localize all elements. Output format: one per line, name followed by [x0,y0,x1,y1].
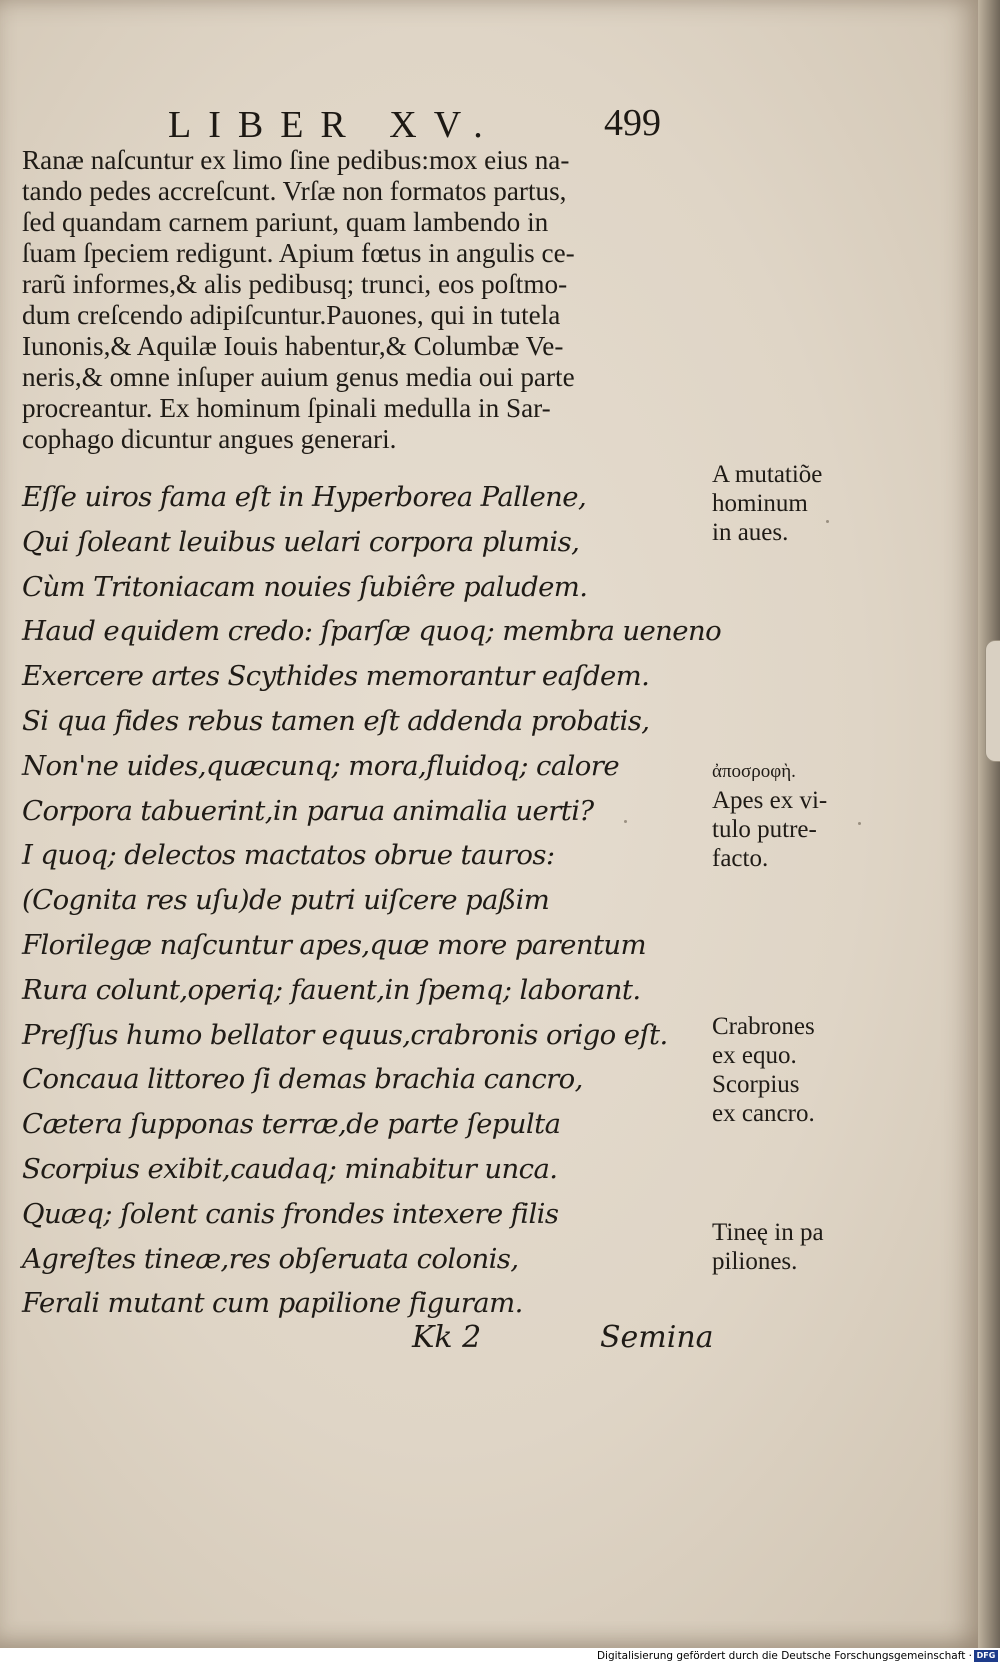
verse-line: Cætera ſupponas terræ,de parte ſepulta [22,1108,561,1141]
marginal-note-line: tulo putre- [712,816,817,843]
verse-line: Rura colunt,operiq; fauent,in ſpemq; laborant. [22,973,641,1006]
prose-line: dum creſcendo adipiſcuntur.Pauones, qui in tutela [22,300,561,330]
verse-line: Eſſe uiros fama eſt in Hyperborea Pallene, [22,481,587,513]
funding-credit: Digitalisierung gefördert durch die Deutsche Forschungsgemeinschaft · [596,1650,972,1662]
prose-line: ſuam ſpeciem redigunt. Apium fœtus in angulis ce- [22,238,575,268]
marginal-note [712,1012,815,1128]
verse-line: Haud equidem credo: ſparſæ quoq; membra ueneno [22,615,722,648]
prose-line: Ranæ naſcuntur ex limo ſine pedibus:mox eius na- [22,145,570,175]
prose-line: tando pedes accreſcunt. Vrſæ non formatos partus, [22,176,567,206]
marginal-note-line: facto. [712,845,769,872]
marginal-note-line: ex cancro. [712,1100,815,1127]
verse-line: I quoq; delectos mactatos obrue tauros: [22,839,555,872]
verse-line: Exercere artes Scythides memorantur eaſdem. [22,660,650,693]
marginal-note-line: Apes ex vi- [712,787,828,814]
marginal-note-line: ἀποσροφὴ. [712,761,796,782]
marginal-note-line: A mutatiõe [712,461,823,488]
page-number: 499 [604,102,661,144]
verse-line: Non'ne uides,quæcunq; mora,fluidoq; calore [22,749,619,782]
verse-line: (Cognita res uſu)de putri uiſcere paßim [22,884,550,917]
prose-line: ſed quandam carnem pariunt, quam lambendo in [22,207,549,237]
prose-line: procreantur. Ex hominum ſpinali medulla in Sar- [22,393,551,423]
marginal-note-line: ex equo. [712,1042,797,1069]
page-tab [985,640,1000,762]
prose-line: rarũ informes,& alis pedibusq; trunci, eos poſtmo- [22,269,568,299]
marginal-note-line: Crabrones [712,1013,815,1040]
verse-line: Scorpius exibit,caudaq; minabitur unca. [22,1152,558,1185]
verse-line: Qui ſoleant leuibus uelari corpora plumis, [22,525,580,558]
dfg-logo: DFG [974,1650,998,1662]
verse-line: Corpora tabuerint,in parua animalia uerti? [22,794,594,827]
verse-block [22,475,722,1326]
signature-mark: Kk 2 [412,1320,482,1355]
marginal-note-line: hominum [712,490,808,517]
catchword: Semina [600,1320,714,1355]
marginal-note-line: Tineę in pa [712,1219,824,1246]
prose-line: Iunonis,& Aquilæ Iouis habentur,& Columbæ Ve- [22,331,564,361]
marginal-note-line: Scorpius [712,1071,800,1098]
paper-speck [826,520,829,523]
verse-line: Quæq; ſolent canis frondes intexere filis [22,1197,559,1230]
running-head: LIBER XV. [168,104,500,146]
prose-line: neris,& omne inſuper auium genus media oui parte [22,362,575,392]
verse-line: Florilegæ naſcuntur apes,quæ more parentum [22,928,646,961]
marginal-note-line: in aues. [712,519,789,546]
verse-line: Preſſus humo bellator equus,crabronis origo eſt. [22,1018,668,1051]
verse-line: Cùm Tritoniacam nouies ſubiêre paludem. [22,570,588,603]
prose-paragraph [22,145,702,455]
prose-line: cophago dicuntur angues generari. [22,424,397,454]
marginal-note-line: piliones. [712,1248,798,1275]
verse-line: Si qua fides rebus tamen eſt addenda probatis, [22,704,650,737]
page-edge [978,0,1000,1648]
verse-line: Ferali mutant cum papilione figuram. [22,1287,523,1320]
marginal-note [712,1218,824,1276]
verse-line: Agreſtes tineæ,res obſeruata colonis, [22,1242,519,1275]
verse-line: Concaua littoreo ſi demas brachia cancro, [22,1063,583,1096]
page-foot [0,1320,985,1360]
marginal-note [712,757,827,873]
paper-speck [858,822,861,825]
marginal-note [712,460,822,547]
